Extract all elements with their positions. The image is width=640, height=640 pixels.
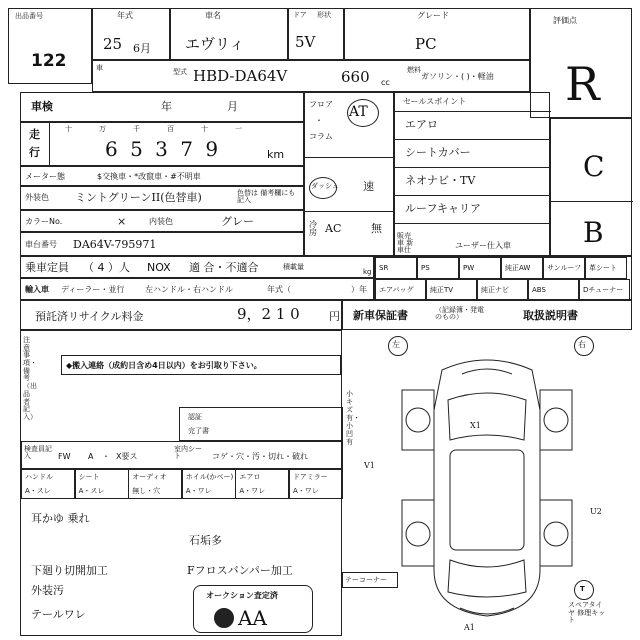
parts-header: エアロ [239, 473, 261, 481]
odometer-digit-header: 一 [235, 125, 242, 133]
import-year-unit: ）年 [351, 285, 367, 294]
remarks-side-label: 注意事項・備考（出品者記入） [23, 336, 37, 421]
shape-value: 5V [295, 33, 316, 51]
column-label: コラム [309, 132, 333, 141]
user-label: ユーザー仕入車 [455, 241, 511, 250]
parts-cell [128, 469, 182, 499]
score-value: R [565, 57, 600, 111]
handwritten-note: テールワレ [31, 608, 86, 621]
handwritten-note: 外装汚 [31, 584, 64, 597]
inspect-item-dot: ・ [102, 452, 110, 461]
shape-label: 形状 [317, 11, 331, 19]
name-label: 車名 [205, 11, 221, 20]
right-side-label: 右 [578, 340, 586, 349]
inspect-label: 検査員記入 [24, 445, 52, 460]
at-value: AT [349, 104, 368, 120]
sales-point-item: ルーフキャリア [405, 202, 482, 215]
handwritten-note: 石垢多 [189, 534, 222, 547]
recycle-label: 預託済リサイクル料金 [35, 310, 144, 323]
warranty-row [342, 300, 632, 330]
inspect-item-fw: FW [58, 452, 71, 461]
cool-label: 冷房 [309, 220, 317, 237]
parts-cell [75, 469, 129, 499]
option-cell [501, 257, 543, 279]
sales-box [394, 92, 550, 256]
option-label: 革シート [589, 264, 617, 272]
option-cell [477, 279, 528, 301]
mark-right: U2 [590, 507, 602, 516]
color-row [20, 186, 304, 210]
nox-options: 適 合・不適合 [189, 261, 259, 274]
options-grid [374, 256, 632, 300]
option-cell [459, 257, 501, 279]
interior-grade: B [583, 216, 604, 249]
option-cell [375, 279, 426, 301]
fuel-value: ガソリン・( )・軽油 [421, 72, 494, 81]
warranty-note: （記録簿・発電のもの） [435, 306, 484, 321]
month-value: 6月 [133, 42, 151, 55]
stamp-brand: AA [238, 606, 267, 630]
option-cell [585, 257, 627, 279]
color-no-label: カラーNo. [25, 217, 63, 226]
inspection-stamp [193, 585, 313, 633]
displacement-value: 660 [341, 68, 370, 86]
option-label: Dチューナー [583, 286, 624, 294]
mark-center: X1 [470, 421, 481, 430]
seating-label: 乗車定員 [25, 261, 69, 274]
option-cell [426, 279, 477, 301]
parts-header: オーディオ [132, 473, 167, 481]
left-side-label: 左 [392, 340, 400, 349]
option-label: SR [379, 264, 389, 272]
parts-value: A・スレ [78, 487, 105, 495]
door-label: ドア [293, 11, 307, 19]
chassis-label: 車台番号 [25, 240, 57, 249]
parts-cell [235, 469, 289, 499]
chassis-row [20, 232, 304, 256]
sales-point-item: ネオナビ・TV [405, 174, 476, 187]
parts-value: A・ワレ [185, 487, 212, 495]
inspect-item-x: X要ス [116, 452, 138, 461]
option-cell [528, 279, 579, 301]
side-vertical-note: 小キズ有・小凹有 [346, 390, 360, 447]
color-label: 外装色 [25, 193, 49, 202]
option-label: 純正AW [505, 264, 531, 272]
seating-value: （ 4 ）人 [83, 261, 130, 274]
parts-header: ホイル(かべー) [185, 473, 234, 481]
grade-box [344, 8, 530, 60]
year-value: 25 [103, 35, 123, 53]
sales-point-item: シートカバー [405, 146, 471, 159]
year-box [92, 8, 170, 60]
option-label: 純正ナビ [481, 286, 509, 294]
parts-value: A・ワレ [293, 487, 319, 495]
odometer-row [20, 122, 304, 166]
handwritten-note: 耳かゆ 乗れ [31, 512, 90, 525]
cc-unit: cc [381, 78, 390, 87]
parts-cell [289, 469, 343, 499]
none-label: 無 [371, 222, 382, 235]
stamp-logo-icon [214, 608, 234, 628]
recycle-value: 9，2 1 0 [237, 305, 300, 323]
lot-box [8, 8, 92, 84]
odometer-digit-header: 十 [201, 125, 208, 133]
ac-value: AC [325, 222, 342, 235]
option-label: PS [421, 264, 430, 272]
year-label: 年式 [117, 11, 133, 20]
name-box [170, 8, 288, 60]
odometer-digit-header: 千 [133, 125, 140, 133]
notice-box [61, 355, 341, 375]
parts-header: ドアミラー [293, 473, 328, 481]
interior-label: 内装色 [149, 217, 173, 226]
floor-box [304, 92, 394, 256]
notice-text: ◆搬入連絡（成約日含め4日以内）をお引取り下さい。 [66, 361, 262, 370]
dash-label: ダッシュ [311, 182, 339, 190]
room-options: コゲ・穴・汚・切れ・破れ [212, 452, 308, 461]
odometer-unit: km [267, 148, 285, 161]
capacity-label: 積載量 [283, 263, 304, 271]
floor-dot: ・ [315, 116, 323, 125]
parts-value: A・ワレ [239, 487, 266, 495]
exterior-grade: C [583, 150, 605, 183]
parts-value: A・スレ [25, 487, 51, 495]
import-row [20, 278, 374, 300]
odometer-digit-header: 百 [167, 125, 174, 133]
handwritten-note: 下廻り切開加工 [31, 564, 108, 577]
odometer-value: 6 5 3 7 9 [105, 137, 222, 161]
user-type-note: 販売車 新車仕 [397, 232, 414, 254]
meter-label: メーター態 [25, 172, 65, 181]
import-label: 輸入車 [25, 285, 49, 294]
odometer-digit-header: 十 [65, 125, 72, 133]
capacity-unit: kg [363, 268, 372, 276]
recycle-unit: 円 [329, 310, 340, 323]
odo-label-a: 走 [29, 128, 40, 141]
option-label: ABS [532, 286, 546, 294]
parts-cell [21, 469, 75, 499]
seating-row [20, 256, 374, 278]
model-box [92, 60, 530, 92]
corner-label: テーコーナー [345, 576, 387, 584]
color-no-value: × [117, 215, 127, 228]
model-car-label: 車 [96, 64, 103, 72]
parts-value: 無し・穴 [132, 487, 161, 495]
lot-number: 122 [31, 51, 67, 71]
meter-options: $交換車・*改竄車・#不明車 [97, 172, 201, 181]
corner-box [342, 572, 398, 588]
inspection-month: 月 [227, 100, 238, 113]
option-label: エアバッグ [379, 286, 414, 294]
import-dealer: ディーラー・並行 [61, 285, 125, 294]
spare-label: スペアタイヤ 修理キット [568, 601, 606, 625]
meter-row [20, 166, 304, 186]
option-cell [375, 257, 417, 279]
compliance-label: 認証 [188, 413, 202, 421]
option-label: 純正TV [430, 286, 454, 294]
inspection-row [20, 92, 304, 122]
model-value: HBD-DA64V [193, 67, 288, 85]
lot-label: 出品番号 [15, 12, 43, 20]
inspect-item-a: A [88, 452, 94, 461]
nox-label: NOX [147, 261, 171, 274]
option-cell [417, 257, 459, 279]
room-label: 室内シート [174, 445, 202, 460]
model-label: 型式 [173, 68, 187, 76]
mark-left: V1 [364, 461, 375, 470]
grade-label: グレード [417, 11, 449, 20]
inspection-year: 年 [161, 100, 172, 113]
color-no-row [20, 210, 304, 232]
color-value: ミントグリーンII(色替車) [75, 191, 202, 204]
diagram-area [342, 330, 632, 636]
import-handle: 左ハンドル・右ハンドル [145, 285, 233, 294]
color-note: 色替は 備考欄にも記入 [237, 189, 296, 204]
remarks-box [20, 330, 342, 636]
fuel-label: 燃料 [407, 66, 421, 74]
sales-point-item: エアロ [405, 118, 438, 131]
grades-box [550, 118, 632, 256]
mark-bottom: A1 [464, 623, 475, 632]
car-name: エヴリィ [185, 35, 245, 53]
option-label: サンルーフ [547, 264, 582, 272]
option-cell [579, 279, 630, 301]
compliance-box [179, 407, 343, 441]
inspection-label: 車検 [31, 100, 53, 113]
shape-box [288, 8, 344, 60]
stamp-title: オークション査定済 [206, 591, 278, 600]
interior-value: グレー [221, 215, 254, 228]
parts-cell [182, 469, 236, 499]
manual-label: 取扱説明書 [523, 309, 578, 322]
speed-label: 速 [363, 180, 374, 193]
parts-header: ハンドル [25, 473, 53, 481]
sales-label: セールスポイント [403, 97, 467, 106]
compliance-label-2: 完了書 [188, 427, 209, 435]
chassis-value: DA64V-795971 [73, 238, 157, 251]
parts-header: シート [78, 473, 100, 481]
option-label: PW [463, 264, 475, 272]
handwritten-note: Fフロスバンパー加工 [187, 564, 293, 577]
inspect-row [21, 441, 343, 469]
score-label: 評価点 [553, 16, 577, 25]
import-year: 年式（ [267, 285, 291, 294]
odo-label-b: 行 [29, 146, 40, 159]
option-cell [543, 257, 585, 279]
warranty-label: 新車保証書 [353, 309, 408, 322]
odometer-digit-header: 万 [99, 125, 106, 133]
recycle-row [20, 300, 342, 330]
floor-label: フロア [309, 100, 333, 109]
spare-mark: T [580, 585, 585, 593]
grade-value: PC [415, 35, 437, 53]
